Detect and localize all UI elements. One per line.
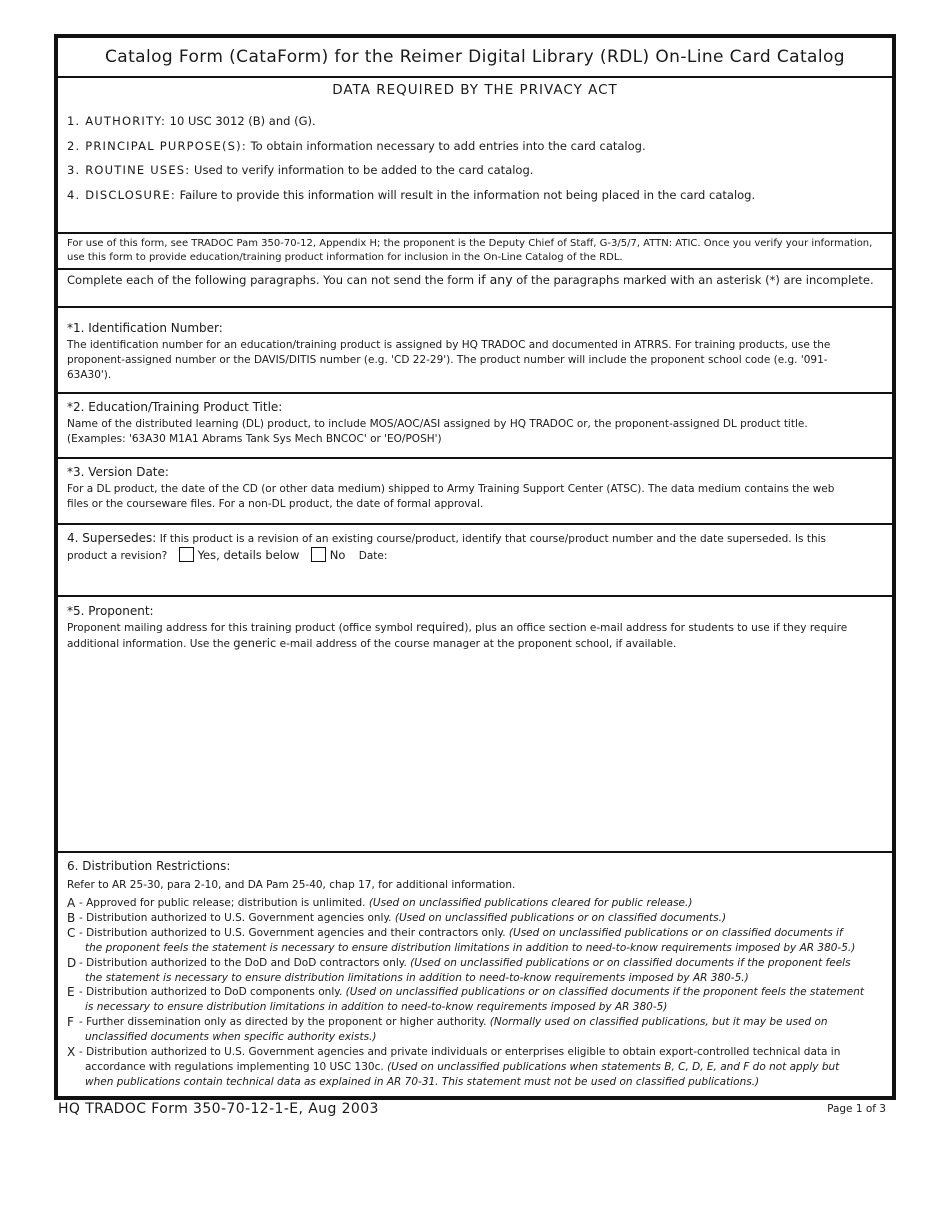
purpose-text: To obtain information necessary to add entries into the card catalog. xyxy=(250,139,646,153)
supersedes-block xyxy=(67,531,848,564)
purpose-label: 2. PRINCIPAL PURPOSE(S): xyxy=(67,139,247,153)
option-x-note2: when publications contain technical data as explained in AR 70-31. This statement must not be used on classified publications.) xyxy=(85,1076,760,1088)
instructions xyxy=(58,270,892,308)
option-x-letter: X xyxy=(67,1045,76,1059)
instructions-part1: Complete each of the following paragraphs. You can not send the form xyxy=(67,273,475,287)
disclosure-line xyxy=(67,188,755,202)
proponent-emph-required: required xyxy=(416,620,465,634)
proponent-heading: *5. Proponent: xyxy=(67,604,154,618)
date-label: Date: xyxy=(358,550,388,562)
form-identifier: HQ TRADOC Form 350-70-12-1-E, Aug 2003 xyxy=(58,1101,379,1117)
authority-text: 10 USC 3012 (B) and (G). xyxy=(169,114,316,128)
routine-line xyxy=(67,163,533,177)
option-f-text: - Further dissemination only as directed by the proponent or higher authority. xyxy=(79,1016,487,1028)
yes-label: Yes, details below xyxy=(197,548,300,562)
authority-label: 1. AUTHORITY: xyxy=(67,114,167,128)
routine-label: 3. ROUTINE USES: xyxy=(67,163,191,177)
distribution-option-b[interactable] xyxy=(67,911,880,926)
distribution-option-f[interactable] xyxy=(67,1015,880,1045)
authority-line xyxy=(67,114,316,128)
purpose-line xyxy=(67,139,646,153)
distribution-option-d[interactable] xyxy=(67,956,880,986)
distribution-reference: Refer to AR 25-30, para 2-10, and DA Pam 25-40, chap 17, for additional information. xyxy=(67,879,516,891)
option-e-note1: (Used on unclassified publications or on classified documents if the proponent feels the statement xyxy=(345,986,864,998)
distribution-option-x[interactable] xyxy=(67,1045,880,1090)
proponent-text-b: ), plus an office section e-mail address for students to use if they require additional information. Use the xyxy=(67,622,848,650)
product-title-section[interactable] xyxy=(58,394,892,459)
no-checkbox[interactable] xyxy=(311,547,326,562)
option-e-letter: E xyxy=(67,985,75,999)
proponent-emph-generic: generic xyxy=(233,636,277,650)
distribution-heading: 6. Distribution Restrictions: xyxy=(67,859,231,873)
option-b-note: (Used on unclassified publications or on classified documents.) xyxy=(394,912,727,924)
supersedes-heading: 4. Supersedes: xyxy=(67,531,157,545)
option-e-note2: is necessary to ensure distribution limitations in addition to need-to-know requirements imposed by AR 380-5) xyxy=(85,1001,668,1013)
distribution-option-a[interactable] xyxy=(67,896,880,911)
version-date-text: For a DL product, the date of the CD (or other data medium) shipped to Army Training Support Center (ATSC). The data medium contains the web files or the courseware files. For a non-DL product, the date of formal approval. xyxy=(67,483,835,510)
identification-heading: *1. Identification Number: xyxy=(67,321,223,335)
distribution-section xyxy=(58,853,892,1096)
product-title-heading: *2. Education/Training Product Title: xyxy=(67,400,283,414)
proponent-text-a: Proponent mailing address for this training product (office symbol xyxy=(67,622,413,634)
distribution-option-c[interactable] xyxy=(67,926,880,956)
proponent-section[interactable] xyxy=(58,597,892,853)
option-e-text: - Distribution authorized to DoD components only. xyxy=(79,986,343,998)
option-c-note1: (Used on unclassified publications or on classified documents if xyxy=(508,927,843,939)
version-date-section[interactable] xyxy=(58,459,892,525)
proponent-text-c: e-mail address of the course manager at the proponent school, if available. xyxy=(279,638,677,650)
instructions-part2: of the paragraphs marked with an asterisk (*) are incomplete. xyxy=(516,273,874,287)
form-title: Catalog Form (CataForm) for the Reimer Digital Library (RDL) On-Line Card Catalog xyxy=(58,38,892,78)
supersedes-section xyxy=(58,525,892,597)
option-a-text: - Approved for public release; distribution is unlimited. xyxy=(79,897,366,909)
supersedes-text: If this product is a revision of an existing course/product, identify that course/product number and the date superseded. Is this product a revision? xyxy=(67,533,827,562)
instructions-emphasis: if any xyxy=(477,272,513,287)
routine-text: Used to verify information to be added to the card catalog. xyxy=(194,163,534,177)
option-c-text: - Distribution authorized to U.S. Government agencies and their contractors only. xyxy=(79,927,506,939)
option-x-text2: accordance with regulations implementing 10 USC 130c. xyxy=(85,1061,384,1073)
yes-checkbox[interactable] xyxy=(179,547,194,562)
option-f-note2: unclassified documents when specific authority exists.) xyxy=(85,1031,377,1043)
disclosure-label: 4. DISCLOSURE: xyxy=(67,188,176,202)
option-d-note1: (Used on unclassified publications or on classified documents if the proponent feels xyxy=(410,957,851,969)
option-b-text: - Distribution authorized to U.S. Government agencies only. xyxy=(79,912,392,924)
privacy-heading: DATA REQUIRED BY THE PRIVACY ACT xyxy=(332,82,618,98)
privacy-act-section xyxy=(58,78,892,234)
identification-text: The identification number for an education/training product is assigned by HQ TRADOC and documented in ATRRS. For training products, use the proponent-assigned number or the DAVIS/DITIS number (e.g. 'CD 22-29'). The product number will include the proponent school code (e.g. '091-63A30'). xyxy=(67,339,831,381)
option-x-text1: - Distribution authorized to U.S. Government agencies and private individuals or enterprises eligible to obtain export-controlled technical data in xyxy=(79,1046,841,1058)
option-f-note1: (Normally used on classified publications, but it may be used on xyxy=(489,1016,828,1028)
version-date-heading: *3. Version Date: xyxy=(67,465,169,479)
no-label: No xyxy=(329,548,346,562)
option-c-note2: the proponent feels the statement is necessary to ensure distribution limitations in addition to need-to-know requirements imposed by AR 380-5.) xyxy=(85,942,856,954)
catalog-form xyxy=(54,34,896,1100)
option-c-letter: C xyxy=(67,926,76,940)
distribution-option-e[interactable] xyxy=(67,985,880,1015)
use-note: For use of this form, see TRADOC Pam 350-70-12, Appendix H; the proponent is the Deputy Chief of Staff, G-3/5/7, ATTN: ATIC. Once you verify your information, use this form to provide education/training product information for inclusion in the On-Line Catalog of the RDL. xyxy=(58,234,892,270)
product-title-text: Name of the distributed learning (DL) product, to include MOS/AOC/ASI assigned by HQ TRADOC or, the proponent-assigned DL product title. (Examples: '63A30 M1A1 Abrams Tank Sys Mech BNCOC' or 'EO/POSH') xyxy=(67,418,808,445)
option-d-text: - Distribution authorized to the DoD and DoD contractors only. xyxy=(79,957,407,969)
option-f-letter: F xyxy=(67,1015,74,1029)
identification-number-section[interactable] xyxy=(58,308,892,394)
option-b-letter: B xyxy=(67,911,76,925)
page-number: Page 1 of 3 xyxy=(827,1103,886,1115)
proponent-text xyxy=(67,620,862,652)
disclosure-text: Failure to provide this information will result in the information not being placed in the card catalog. xyxy=(179,188,756,202)
option-x-note1: (Used on unclassified publications when statements B, C, D, E, and F do not apply but xyxy=(387,1061,840,1073)
option-d-note2: the statement is necessary to ensure distribution limitations in addition to need-to-know requirements imposed by AR 380-5.) xyxy=(85,972,749,984)
option-d-letter: D xyxy=(67,956,77,970)
option-a-letter: A xyxy=(67,896,76,910)
option-a-note: (Used on unclassified publications cleared for public release.) xyxy=(368,897,693,909)
